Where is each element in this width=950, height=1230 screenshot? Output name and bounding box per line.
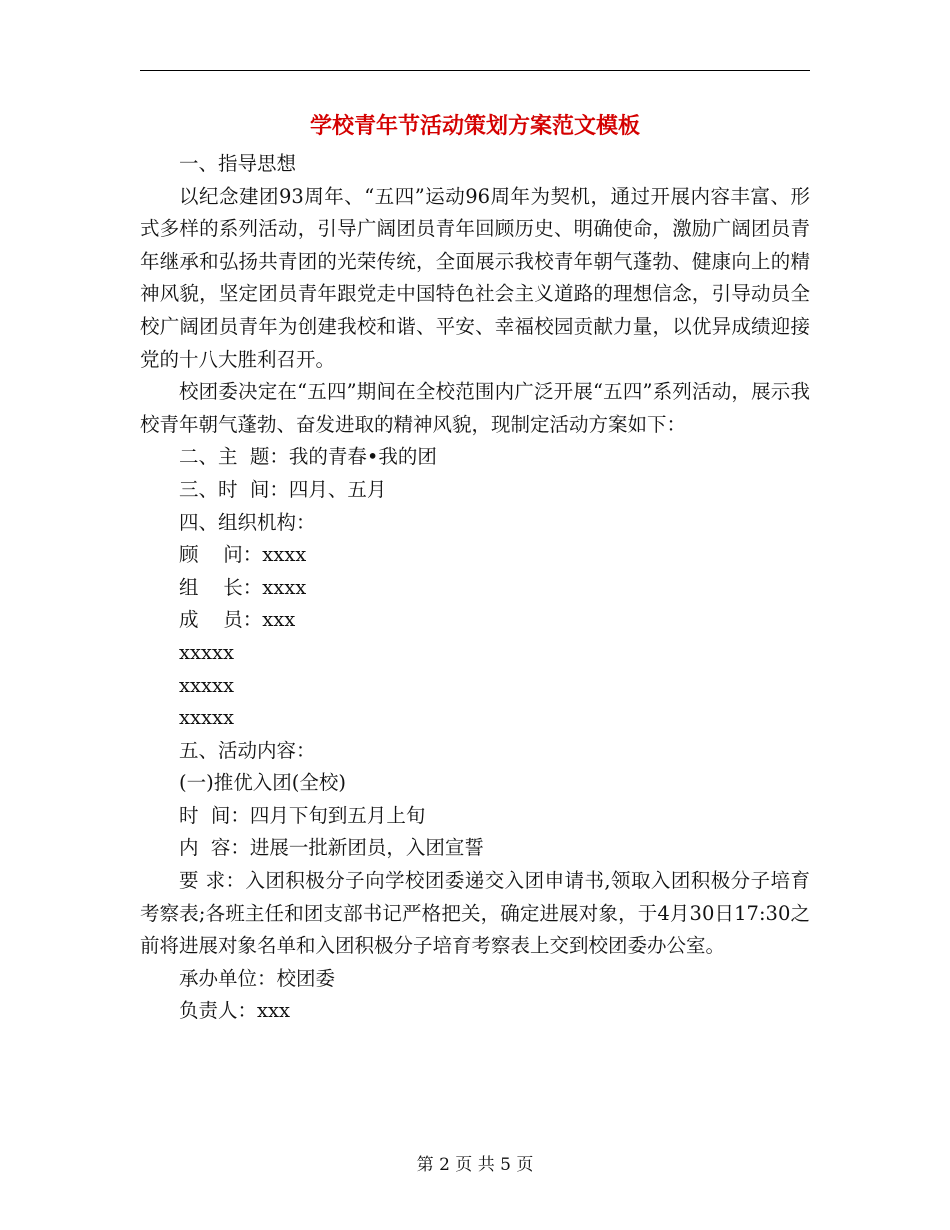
section-heading-organization: 四、组织机构： — [179, 510, 316, 534]
paragraph-purpose: 以纪念建团93周年、“五四”运动96周年为契机，通过开展内容丰富、形式多样的系列活动，引导广阔团员青年回顾历史、明确使命，激励广阔团员青年继承和弘扬共青团的光荣传统，全面展示我校青年朝气蓬勃、健康向上的精神风貌，坚定团员青年跟党走中国特色社会主义道路的理想信念，引导动员全校广阔团员青年为创建我校和谐、平安、幸福校园贡献力量，以优异成绩迎接党的十八大胜利召开。 — [140, 184, 810, 371]
activity-one-content: 内 容：进展一批新团员，入团宣誓 — [179, 836, 484, 860]
page-number: 第 2 页 共 5 页 — [416, 1155, 534, 1175]
document-body — [140, 148, 810, 1028]
org-members: 成 员：xxx — [179, 608, 296, 632]
section-heading-theme: 二、主 题：我的青春•我的团 — [179, 445, 437, 469]
section-heading-activities: 五、活动内容： — [179, 738, 316, 762]
org-member-name: xxxxx — [179, 640, 234, 664]
header-rule — [140, 70, 810, 71]
org-leader: 组 长：xxxx — [179, 575, 307, 599]
org-advisor: 顾 问：xxxx — [179, 543, 307, 567]
activity-one-time: 时 间：四月下旬到五月上旬 — [179, 803, 426, 827]
activity-one-responsible: 负责人：xxx — [179, 999, 290, 1023]
document-title: 学校青年节活动策划方案范文模板 — [309, 113, 640, 139]
activity-one-requirements: 要 求：入团积极分子向学校团委递交入团申请书,领取入团积极分子培育考察表;各班主任和团支部书记严格把关，确定进展对象，于4月30日17:30之前将进展对象名单和入团积极分子培育考察表上交到校团委办公室。 — [140, 869, 810, 958]
section-heading-guiding-thought: 一、指导思想 — [179, 152, 297, 175]
activity-one-title: (一)推优入团(全校) — [179, 771, 346, 795]
section-heading-time: 三、时 间：四月、五月 — [179, 477, 387, 501]
org-member-name: xxxxx — [179, 673, 234, 697]
org-member-name: xxxxx — [179, 706, 234, 730]
activity-one-organizer: 承办单位：校团委 — [179, 966, 336, 990]
paragraph-decision: 校团委决定在“五四”期间在全校范围内广泛开展“五四”系列活动，展示我校青年朝气蓬勃、奋发进取的精神风貌，现制定活动方案如下： — [140, 380, 810, 436]
